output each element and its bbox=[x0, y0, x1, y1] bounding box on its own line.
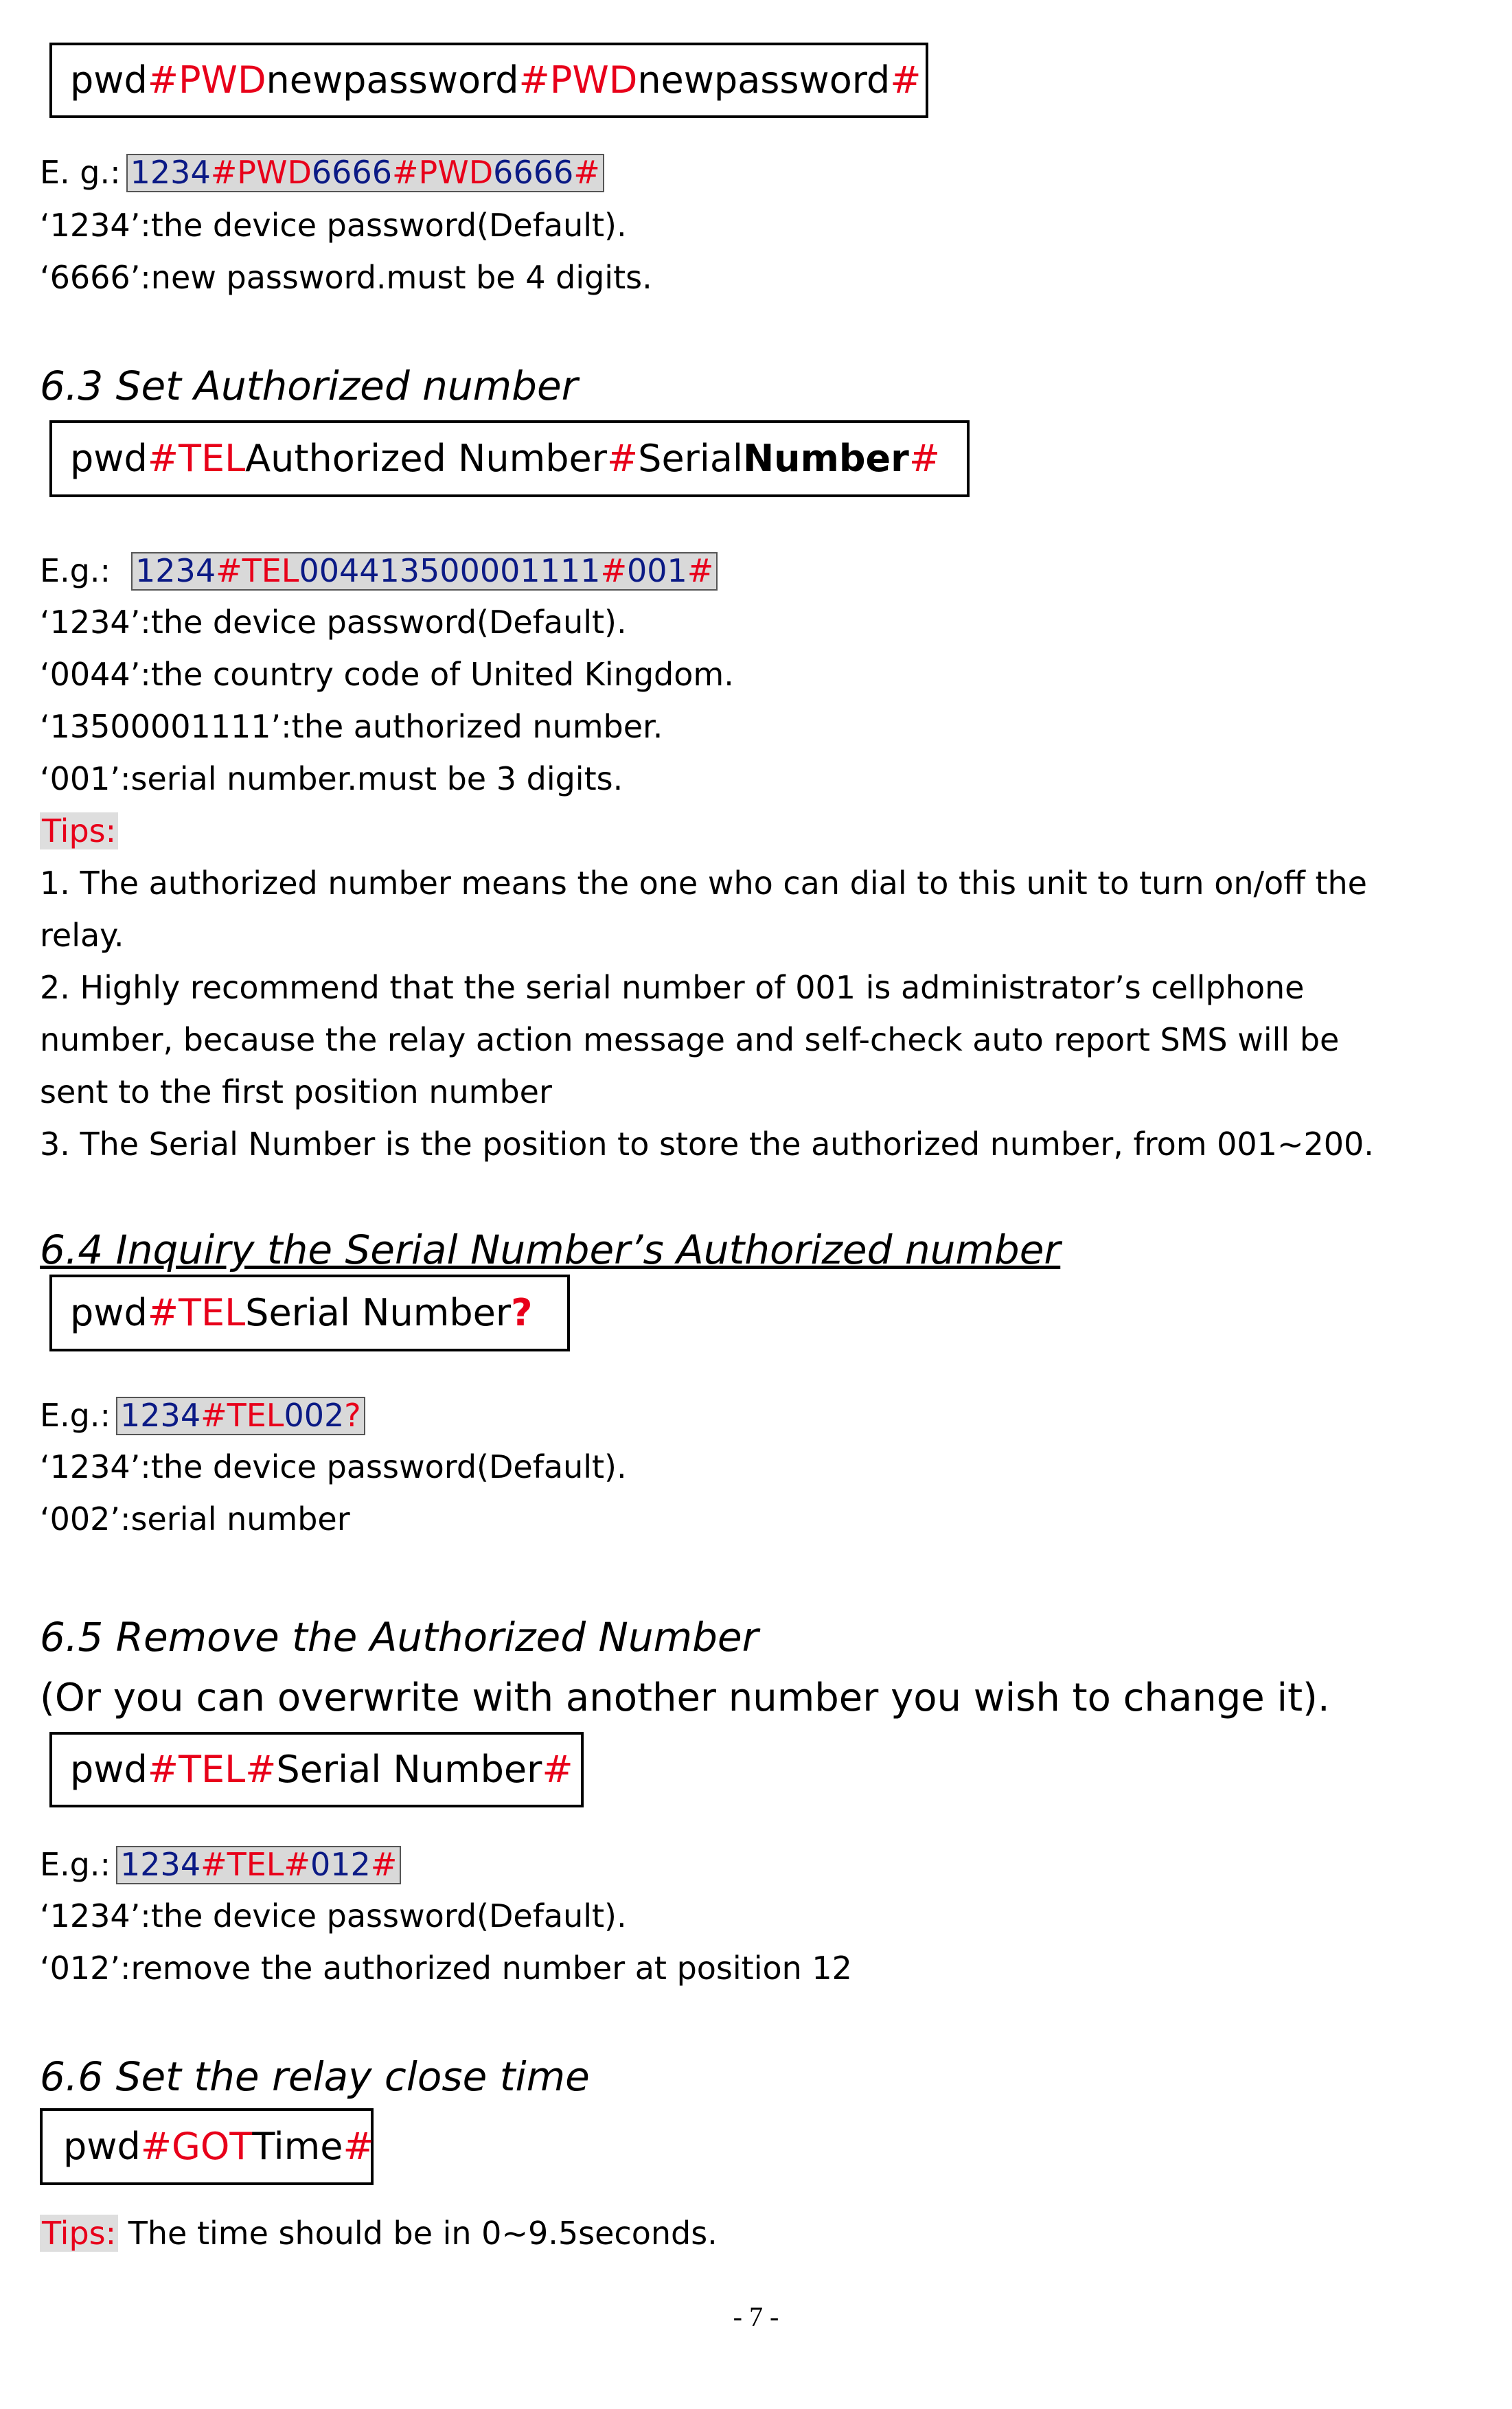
cmd-hash: # bbox=[890, 58, 921, 102]
example-line bbox=[40, 1397, 365, 1435]
explanation-line: ‘1234’:the device password(Default). bbox=[40, 207, 627, 244]
explanation-line: ‘001’:serial number.must be 3 digits. bbox=[40, 760, 623, 797]
tips-text: The time should be in 0~9.5seconds. bbox=[118, 2215, 718, 2252]
tips-text: 1. The authorized number means the one who can dial to this unit to turn on/off the bbox=[40, 865, 1367, 902]
command-box-change-password bbox=[49, 43, 928, 118]
explanation-line: ‘012’:remove the authorized number at position 12 bbox=[40, 1950, 852, 1987]
tips-text: relay. bbox=[40, 917, 124, 954]
tips-line bbox=[40, 2215, 718, 2252]
example-command: 1234#PWD6666#PWD6666# bbox=[126, 154, 604, 192]
tips-text: sent to the first position number bbox=[40, 1073, 552, 1110]
page-number: - 7 - bbox=[733, 2301, 779, 2332]
cmd-newpassword: newpassword bbox=[266, 58, 519, 102]
section-title-6-5: 6.5 Remove the Authorized Number bbox=[40, 1614, 759, 1660]
example-line bbox=[40, 552, 718, 591]
command-box-set-authorized: pwd #TEL Authorized Number # Serial Number # bbox=[49, 420, 970, 497]
example-command: 1234#TEL#012# bbox=[116, 1846, 401, 1884]
example-label: E.g.: bbox=[40, 1397, 111, 1434]
tips-text: number, because the relay action message and self-check auto report SMS will be bbox=[40, 1021, 1340, 1058]
tips-label: Tips: bbox=[40, 813, 118, 849]
tips-text: 3. The Serial Number is the position to store the authorized number, from 001~200. bbox=[40, 1126, 1374, 1163]
tips-text: 2. Highly recommend that the serial number of 001 is administrator’s cellphone bbox=[40, 969, 1305, 1006]
explanation-line: ‘002’:serial number bbox=[40, 1500, 350, 1538]
example-line bbox=[40, 1846, 401, 1884]
example-label: E.g.: bbox=[40, 552, 111, 589]
cmd-hash: # bbox=[518, 58, 550, 102]
example-label: E. g.: bbox=[40, 154, 121, 191]
example-line bbox=[40, 154, 604, 192]
command-box-remove: pwd #TEL# Serial Number # bbox=[49, 1732, 584, 1807]
explanation-line: ‘1234’:the device password(Default). bbox=[40, 1897, 627, 1934]
example-command: 1234#TEL004413500001111#001# bbox=[131, 552, 718, 591]
cmd-hash: # bbox=[147, 58, 179, 102]
command-box-close-time: pwd #GOT Time # bbox=[40, 2108, 374, 2185]
section-title-6-4: 6.4 Inquiry the Serial Number’s Authorized number bbox=[40, 1226, 1061, 1273]
example-command: 1234#TEL002? bbox=[116, 1397, 365, 1435]
explanation-line: ‘1234’:the device password(Default). bbox=[40, 1448, 627, 1485]
tips-label: Tips: bbox=[40, 2215, 118, 2252]
section-title-6-3: 6.3 Set Authorized number bbox=[40, 363, 578, 409]
cmd-newpassword: newpassword bbox=[637, 58, 891, 102]
explanation-line: ‘0044’:the country code of United Kingdom. bbox=[40, 656, 734, 693]
cmd-pwd: pwd bbox=[70, 58, 148, 102]
cmd-PWD: PWD bbox=[178, 58, 266, 102]
cmd-PWD: PWD bbox=[549, 58, 638, 102]
explanation-line: ‘1234’:the device password(Default). bbox=[40, 604, 627, 641]
section-title-6-6: 6.6 Set the relay close time bbox=[40, 2053, 590, 2100]
example-label: E.g.: bbox=[40, 1846, 111, 1883]
explanation-line: ‘6666’:new password.must be 4 digits. bbox=[40, 259, 652, 296]
section-subtitle: (Or you can overwrite with another number you wish to change it). bbox=[40, 1676, 1330, 1720]
explanation-line: ‘13500001111’:the authorized number. bbox=[40, 708, 663, 745]
command-box-inquiry: pwd #TEL Serial Number ? bbox=[49, 1275, 570, 1351]
